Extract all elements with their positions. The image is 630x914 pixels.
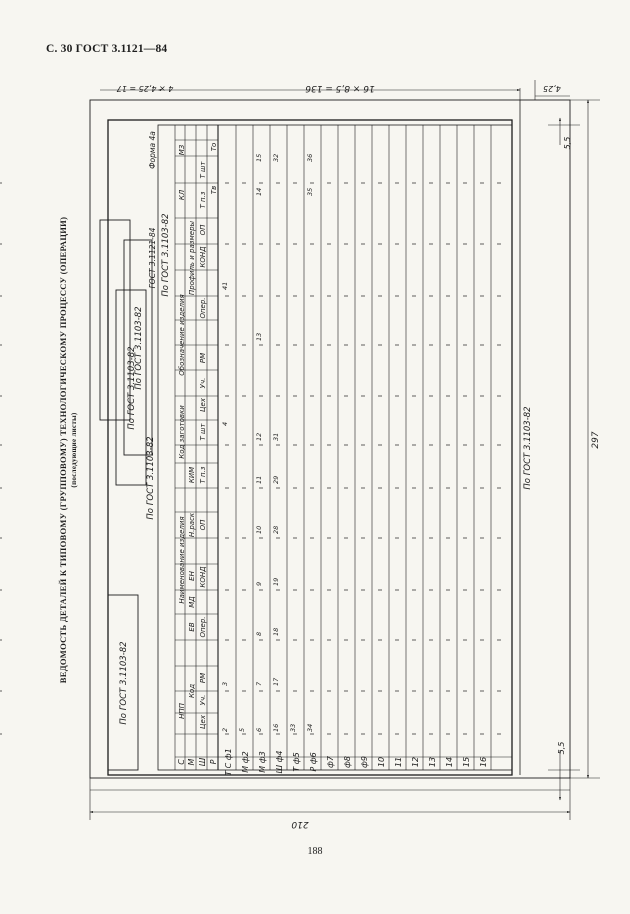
col-rm-2: РМ xyxy=(199,352,207,364)
cell-number-20: 31 xyxy=(272,432,280,441)
ref-box-3: По ГОСТ 3.1103-82 xyxy=(134,306,144,390)
row-label-1: М xyxy=(187,758,196,766)
col-uch-2: Уч. xyxy=(199,377,207,389)
title-main: ВЕДОМОСТЬ ДЕТАЛЕЙ К ТИПОВОМУ (ГРУППОВОМУ) ТЕХНОЛОГИЧЕСКОМУ ПРОЦЕССУ (ОПЕРАЦИИ) xyxy=(58,216,68,684)
form-standard: ГОСТ 3.1121-84 xyxy=(148,227,157,289)
row-label-7: Ш ф4 xyxy=(275,750,284,774)
title-subtitle: (последующие листы) xyxy=(70,412,78,488)
dim-margin-a: 5,5 xyxy=(563,136,572,150)
row-label-18: 15 xyxy=(462,756,471,768)
dim-top-b: 4,25 xyxy=(543,84,561,93)
cell-number-10: 12 xyxy=(255,432,263,441)
row-label-0: С xyxy=(177,759,186,765)
cell-number-0: 2 xyxy=(221,727,229,732)
cell-number-19: 29 xyxy=(272,475,280,484)
cell-number-4: 6 xyxy=(255,727,263,732)
row-label-6: М ф3 xyxy=(258,751,267,773)
cell-number-3: 5 xyxy=(238,727,246,732)
ref-box-1: По ГОСТ 3.1103-82 xyxy=(119,641,129,725)
col-tpz-2: Т п.з xyxy=(199,191,207,209)
col-kond: КОНД xyxy=(199,566,207,588)
dim-margin-b: 5,5 xyxy=(557,741,566,755)
row-label-3: Р xyxy=(209,759,218,765)
row-label-9: Р ф6 xyxy=(309,752,318,772)
dim-height: 297 xyxy=(591,431,601,449)
cell-number-15: 17 xyxy=(272,677,280,686)
ref-box-4: По ГОСТ 3.1103-82 xyxy=(146,436,156,520)
ref-box-5: По ГОСТ 3.1103-82 xyxy=(161,213,171,297)
col-kl: КЛ xyxy=(178,189,186,201)
cell-numbers xyxy=(221,154,314,732)
row-label-5: М ф2 xyxy=(241,751,250,773)
cell-number-22: 33 xyxy=(289,723,297,732)
ref-box-2: По ГОСТ 3.1103-82 xyxy=(127,346,137,430)
table-column-lines xyxy=(175,140,512,757)
column-headers xyxy=(178,143,218,729)
col-blank: Код заготовки xyxy=(178,405,186,459)
col-rm: РМ xyxy=(199,672,207,684)
cell-number-8: 10 xyxy=(255,525,263,534)
col-kond-2: КОНД xyxy=(199,246,207,268)
col-tsht-2: Т шт xyxy=(199,161,207,179)
col-op: ОП xyxy=(199,519,207,531)
cell-number-5: 7 xyxy=(255,681,263,686)
cell-number-26: 41 xyxy=(221,281,229,290)
cell-number-13: 15 xyxy=(255,153,263,162)
row-label-15: 12 xyxy=(411,756,420,768)
col-ev: ЕВ xyxy=(188,622,196,632)
col-product: Наименование изделия xyxy=(178,516,186,604)
row-label-14: 11 xyxy=(394,756,403,768)
col-nrask: Н.раск xyxy=(188,512,196,538)
col-mz: МЗ xyxy=(178,144,186,156)
col-razmery: Профиль и размеры xyxy=(188,220,196,296)
row-label-17: 14 xyxy=(445,756,454,768)
cell-number-1: 3 xyxy=(221,681,229,686)
page-header: С. 30 ГОСТ 3.1121—84 xyxy=(46,43,168,55)
cell-number-11: 13 xyxy=(255,332,263,341)
col-oper: Опер. xyxy=(199,616,207,638)
ref-bottom: По ГОСТ 3.1103-82 xyxy=(523,406,533,490)
cell-number-7: 9 xyxy=(255,581,263,586)
col-npp: НПП xyxy=(178,703,186,719)
row-label-12: ф9 xyxy=(360,756,369,768)
row-label-2: Ш xyxy=(198,757,207,767)
col-md: МД xyxy=(188,596,196,608)
cell-number-23: 34 xyxy=(306,723,314,732)
dim-rows: 16 × 8,5 = 136 xyxy=(305,83,375,93)
col-uch: Уч. xyxy=(199,694,207,706)
dash-marks xyxy=(0,183,501,734)
col-tsekh: Цех xyxy=(199,715,207,729)
row-label-16: 13 xyxy=(428,756,437,768)
cell-number-25: 36 xyxy=(306,153,314,162)
row-labels xyxy=(177,748,488,776)
cell-number-14: 16 xyxy=(272,723,280,732)
col-designation: Обозначение изделия xyxy=(178,294,186,376)
col-tsekh-2: Цех xyxy=(199,398,207,412)
col-oper-2: Опер. xyxy=(199,297,207,319)
cell-number-17: 19 xyxy=(272,577,280,586)
col-kod: Код xyxy=(188,683,196,699)
row-label-10: ф7 xyxy=(326,756,335,768)
col-to: То xyxy=(210,142,218,152)
cell-number-9: 11 xyxy=(255,475,263,484)
cell-number-24: 35 xyxy=(306,187,314,196)
col-tsht: Т шт xyxy=(199,423,207,441)
col-en: ЕН xyxy=(188,571,196,581)
table-row-lines xyxy=(175,125,491,773)
dim-top-a: 4 × 4,25 = 17 xyxy=(116,84,174,93)
cell-number-18: 28 xyxy=(272,525,280,534)
form-label: Форма 4а xyxy=(148,131,157,169)
row-label-19: 16 xyxy=(479,756,488,768)
row-label-8: Т ф5 xyxy=(292,752,301,772)
col-op-2: ОП xyxy=(199,224,207,236)
col-tv: Тв xyxy=(210,185,218,195)
page-number: 188 xyxy=(307,846,323,857)
col-kim: КИМ xyxy=(188,466,196,484)
cell-number-6: 8 xyxy=(255,631,263,636)
row-label-4: Т С ф1 xyxy=(224,748,233,776)
cell-number-21: 32 xyxy=(272,153,280,162)
cell-number-12: 14 xyxy=(255,187,263,196)
cell-number-2: 4 xyxy=(221,421,229,426)
dim-width: 210 xyxy=(291,819,309,829)
col-tpz: Т п.з xyxy=(199,466,207,484)
row-label-13: 10 xyxy=(377,756,386,768)
row-label-11: ф8 xyxy=(343,756,352,768)
cell-number-16: 18 xyxy=(272,627,280,636)
